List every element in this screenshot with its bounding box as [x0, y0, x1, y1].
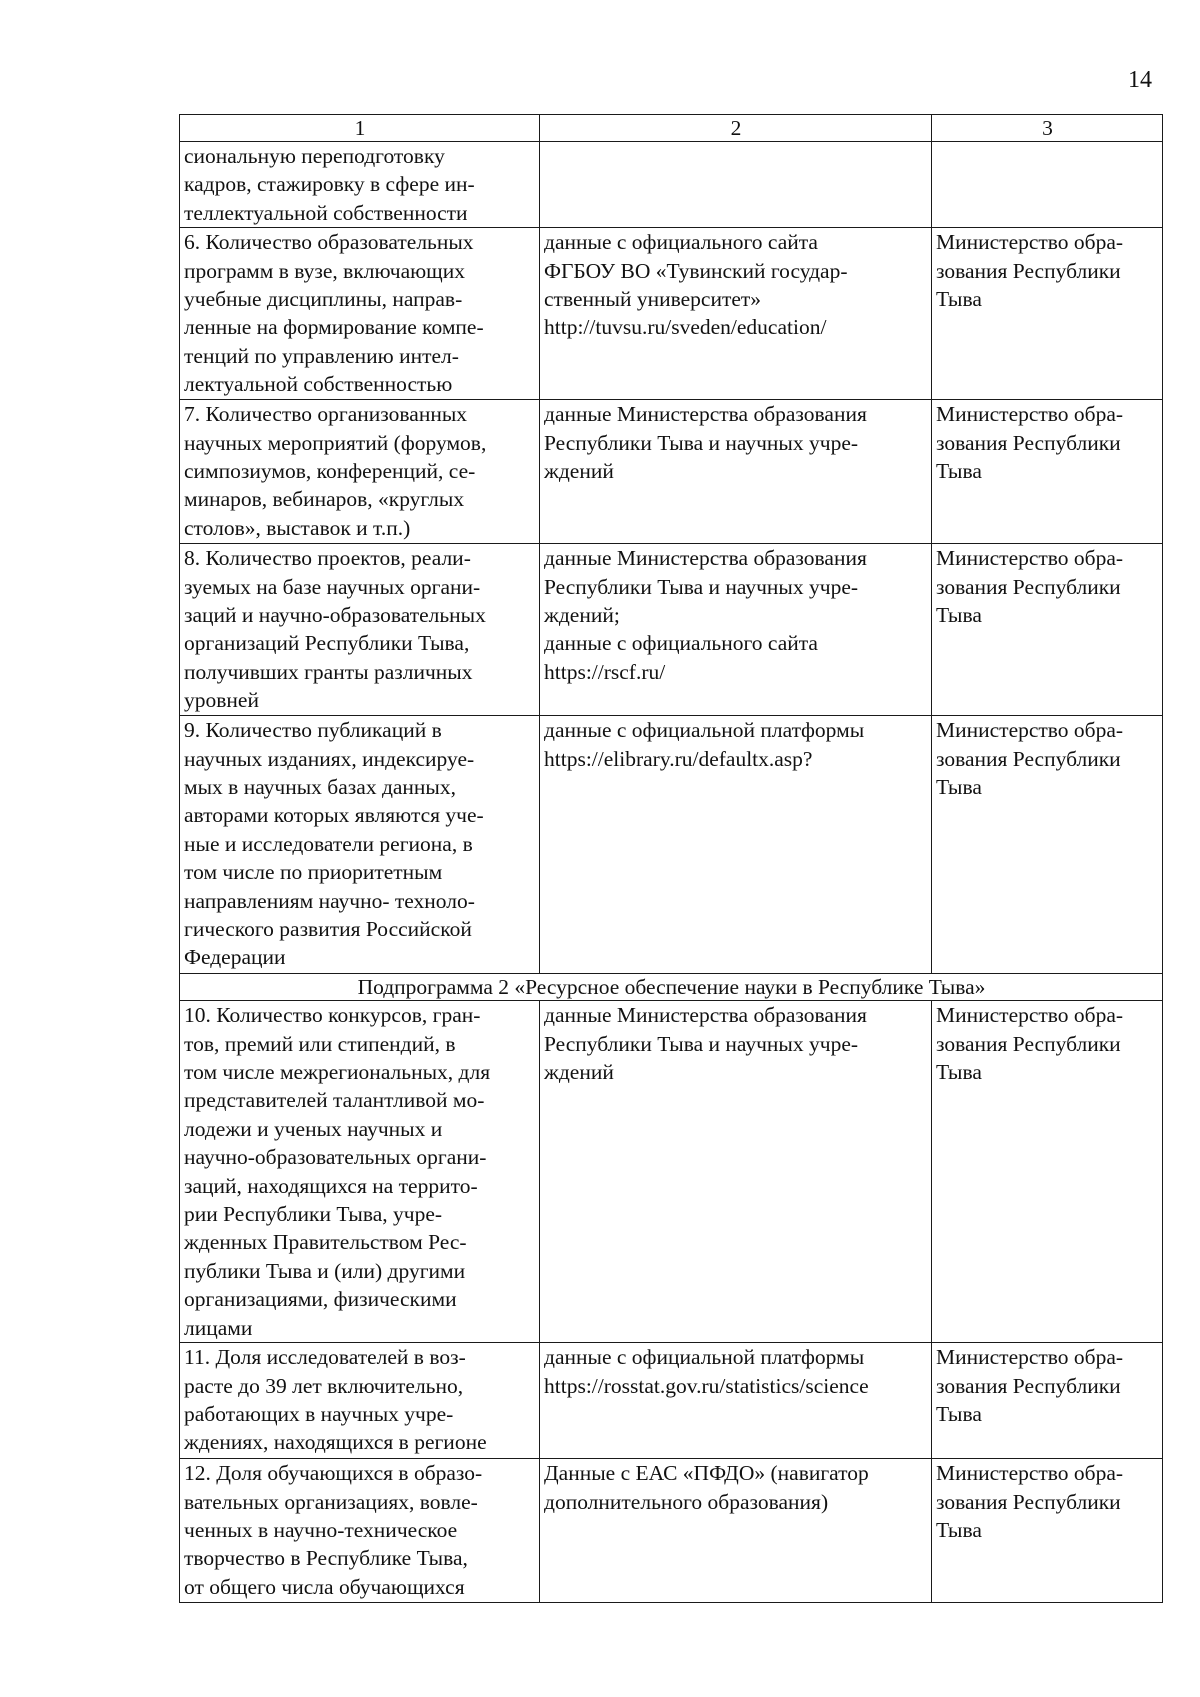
- source-cell: данные Министерства образования Республики Тыва и научных учре- ждений: [540, 400, 932, 544]
- subprogram-row: [180, 974, 1163, 1001]
- table-row: [180, 142, 1163, 228]
- table-row: [180, 1001, 1163, 1343]
- table-row: [180, 400, 1163, 544]
- indicator-cell: 9. Количество публикаций в научных изданиях, индексируе- мых в научных базах данных, авторами которых являются уче- ные и исследователи региона, в том числе по приоритетным направлениям научно- техноло- гического развития Российской Федерации: [180, 716, 540, 974]
- responsible-cell: Министерство обра- зования Республики Тыва: [932, 716, 1163, 974]
- page-number: 14: [1128, 67, 1152, 93]
- responsible-cell: Министерство обра- зования Республики Тыва: [932, 228, 1163, 400]
- table-row: [180, 716, 1163, 974]
- responsible-cell: Министерство обра- зования Республики Тыва: [932, 544, 1163, 716]
- table-row: [180, 1459, 1163, 1603]
- table-row: [180, 544, 1163, 716]
- indicator-cell: сиональную переподготовку кадров, стажировку в сфере ин- теллектуальной собственности: [180, 142, 540, 228]
- source-cell: данные с официальной платформы https://rosstat.gov.ru/statistics/science: [540, 1343, 932, 1459]
- table-row: [180, 228, 1163, 400]
- indicator-cell: 12. Доля обучающихся в образо- вательных организациях, вовле- ченных в научно-техническое творчество в Республике Тыва, от общего числа обучающихся: [180, 1459, 540, 1603]
- indicator-cell: 6. Количество образовательных программ в вузе, включающих учебные дисциплины, направ- ленные на формирование компе- тенций по управлению интел- лектуальной собственностью: [180, 228, 540, 400]
- subprogram-title: Подпрограмма 2 «Ресурсное обеспечение науки в Республике Тыва»: [180, 974, 1163, 1001]
- responsible-cell: Министерство обра- зования Республики Тыва: [932, 1001, 1163, 1343]
- column-header-1: 1: [180, 115, 540, 142]
- responsible-cell: Министерство обра- зования Республики Тыва: [932, 1459, 1163, 1603]
- source-cell: данные Министерства образования Республики Тыва и научных учре- ждений: [540, 1001, 932, 1343]
- source-cell: Данные с ЕАС «ПФДО» (навигатор дополнительного образования): [540, 1459, 932, 1603]
- responsible-cell: Министерство обра- зования Республики Тыва: [932, 1343, 1163, 1459]
- indicators-table: [179, 114, 1163, 1603]
- source-cell: данные Министерства образования Республики Тыва и научных учре- ждений; данные с официального сайта https://rscf.ru/: [540, 544, 932, 716]
- source-cell: данные с официального сайта ФГБОУ ВО «Тувинский государ- ственный университет» http://tuvsu.ru/sveden/education/: [540, 228, 932, 400]
- responsible-cell: Министерство обра- зования Республики Тыва: [932, 400, 1163, 544]
- source-cell: [540, 142, 932, 228]
- indicator-cell: 7. Количество организованных научных мероприятий (форумов, симпозиумов, конференций, се- минаров, вебинаров, «круглых столов», выставок и т.п.): [180, 400, 540, 544]
- column-header-3: 3: [932, 115, 1163, 142]
- column-header-2: 2: [540, 115, 932, 142]
- source-cell: данные с официальной платформы https://elibrary.ru/defaultx.asp?: [540, 716, 932, 974]
- table-row: [180, 1343, 1163, 1459]
- indicator-cell: 11. Доля исследователей в воз- расте до 39 лет включительно, работающих в научных учре- ждениях, находящихся в регионе: [180, 1343, 540, 1459]
- indicator-cell: 8. Количество проектов, реали- зуемых на базе научных органи- заций и научно-образовательных организаций Республики Тыва, получивших гранты различных уровней: [180, 544, 540, 716]
- table-header-row: [180, 115, 1163, 142]
- indicator-cell: 10. Количество конкурсов, гран- тов, премий или стипендий, в том числе межрегиональных, для представителей талантливой мо- лодежи и ученых научных и научно-образовательных органи- заций, находящихся на террито- рии Республики Тыва, учре- жденных Правительством Рес- публики Тыва и (или) другими организациями, физическими лицами: [180, 1001, 540, 1343]
- responsible-cell: [932, 142, 1163, 228]
